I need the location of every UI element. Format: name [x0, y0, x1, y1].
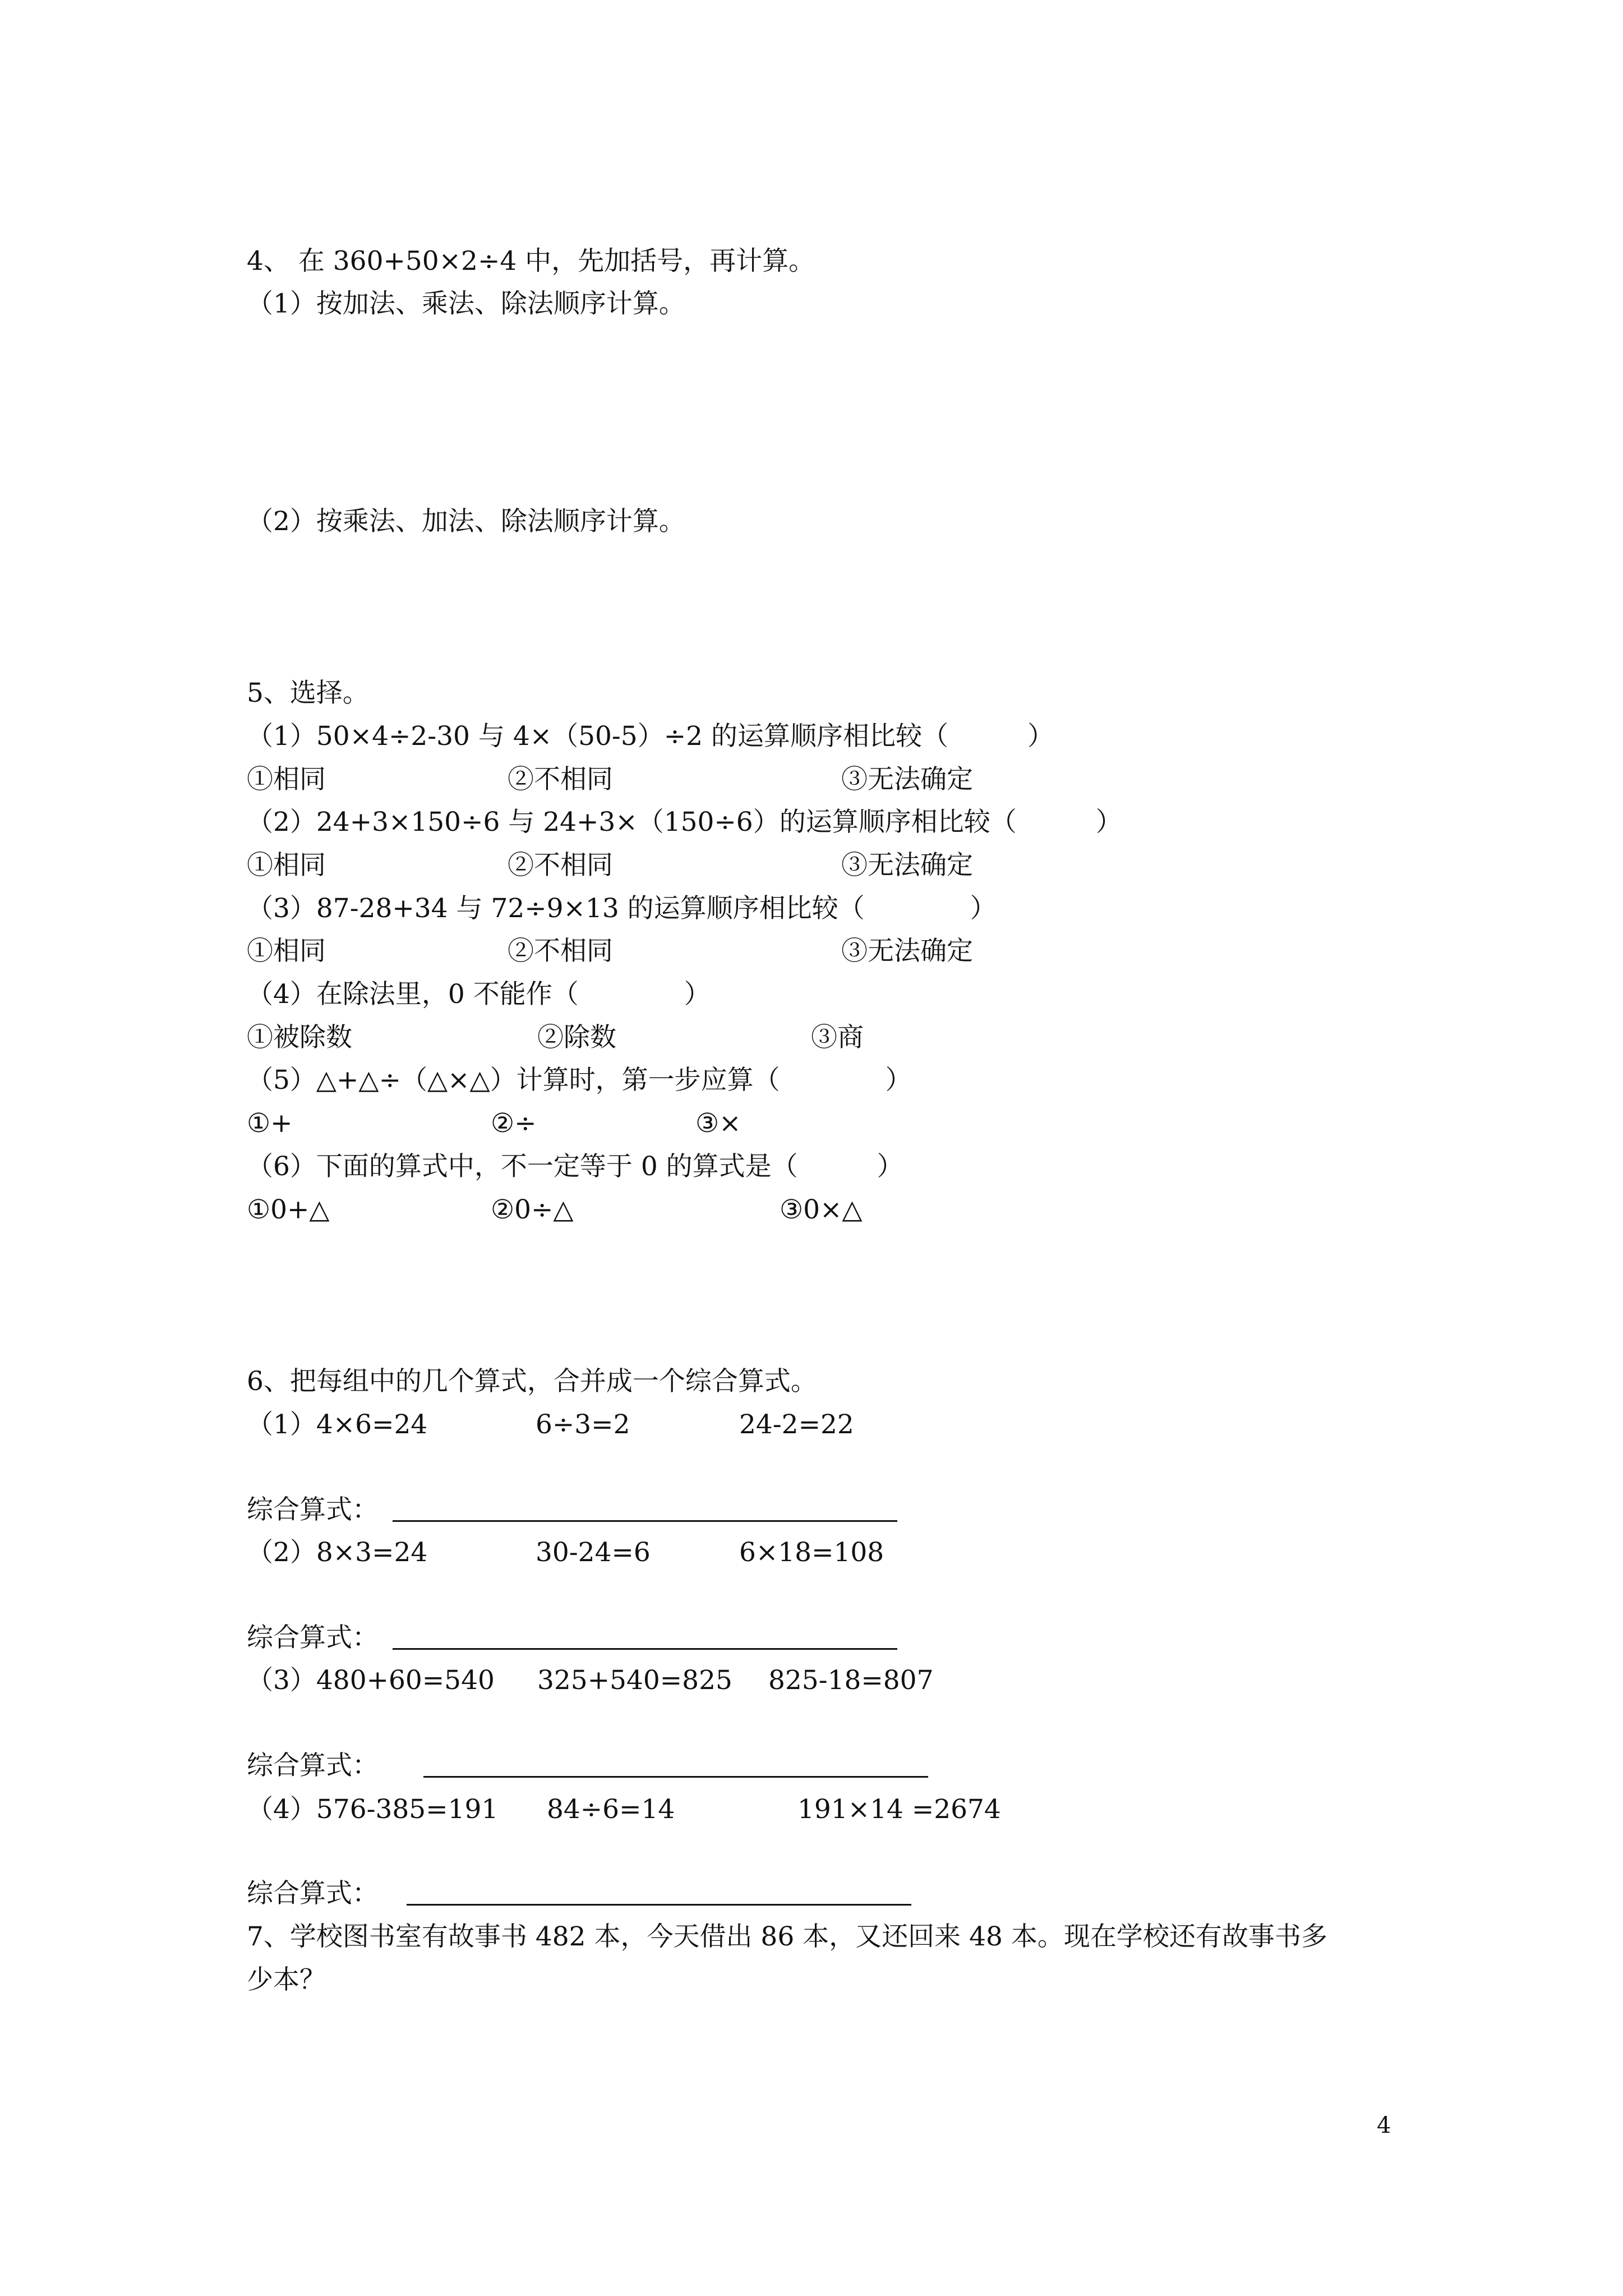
q6-answer-blank-2[interactable] [393, 1648, 897, 1650]
q5-item-6-opt-a: ①0+△ [247, 1194, 330, 1225]
q6-group-4-label: （4）576-385=191 [247, 1794, 499, 1825]
q6-group-1-eq-1: 6÷3=2 [536, 1409, 630, 1440]
q5-item-5-opt-b: ②÷ [491, 1108, 537, 1139]
q6-answer-label-1: 综合算式： [247, 1494, 379, 1525]
page-number: 4 [1377, 2113, 1391, 2138]
q6-group-2-eq-2: 6×18=108 [739, 1537, 884, 1568]
q5-item-2: （2）24+3×150÷6 与 24+3×（150÷6）的运算顺序相比较（ ） [247, 807, 1122, 838]
q6-title: 6、把每组中的几个算式，合并成一个综合算式。 [247, 1366, 817, 1397]
q4-title: 4、 在 360+50×2÷4 中，先加括号，再计算。 [247, 246, 815, 277]
q5-item-1: （1）50×4÷2-30 与 4×（50-5）÷2 的运算顺序相比较（ ） [247, 721, 1054, 752]
q6-group-3-eq-2: 825-18=807 [768, 1665, 934, 1696]
q5-item-6: （6）下面的算式中，不一定等于 0 的算式是（ ） [247, 1151, 903, 1182]
q5-item-3-opt-b: ②不相同 [508, 936, 613, 967]
q5-item-3-opt-c: ③无法确定 [841, 936, 973, 967]
q5-item-3-opt-a: ①相同 [247, 936, 326, 967]
q5-item-5-opt-c: ③× [695, 1108, 741, 1139]
q5-item-2-opt-c: ③无法确定 [841, 850, 973, 881]
q4-sub1: （1）按加法、乘法、除法顺序计算。 [247, 288, 685, 319]
q5-item-2-opt-b: ②不相同 [508, 850, 613, 881]
q5-item-3: （3）87-28+34 与 72÷9×13 的运算顺序相比较（ ） [247, 893, 997, 924]
q5-item-5-opt-a: ①+ [247, 1108, 293, 1139]
q6-group-3-label: （3）480+60=540 [247, 1665, 495, 1696]
q5-item-6-opt-b: ②0÷△ [491, 1194, 574, 1225]
q6-answer-label-2: 综合算式： [247, 1622, 379, 1653]
q6-answer-blank-4[interactable] [407, 1904, 911, 1906]
q6-answer-label-4: 综合算式： [247, 1878, 379, 1909]
q6-group-2-label: （2）8×3=24 [247, 1537, 428, 1568]
q6-group-1-eq-2: 24-2=22 [739, 1409, 854, 1440]
q7-line-1: 7、学校图书室有故事书 482 本，今天借出 86 本，又还回来 48 本。现在学校还有故事书多 [247, 1921, 1327, 1952]
q6-answer-blank-1[interactable] [393, 1520, 897, 1522]
q5-item-1-opt-b: ②不相同 [508, 764, 613, 795]
q5-item-4-opt-c: ③商 [811, 1022, 864, 1053]
q6-group-3-eq-1: 325+540=825 [537, 1665, 732, 1696]
q6-group-4-eq-2: 191×14 =2674 [797, 1794, 1001, 1825]
q5-item-4: （4）在除法里，0 不能作（ ） [247, 979, 711, 1010]
q6-group-4-eq-1: 84÷6=14 [547, 1794, 675, 1825]
q5-item-6-opt-c: ③0×△ [780, 1194, 863, 1225]
q5-item-4-opt-a: ①被除数 [247, 1022, 352, 1053]
q4-sub2: （2）按乘法、加法、除法顺序计算。 [247, 506, 685, 537]
q5-item-1-opt-c: ③无法确定 [841, 764, 973, 795]
q5-item-4-opt-b: ②除数 [537, 1022, 616, 1053]
q6-answer-label-3: 综合算式： [247, 1750, 379, 1781]
q5-item-1-opt-a: ①相同 [247, 764, 326, 795]
q7-line-2: 少本？ [247, 1964, 326, 1995]
q6-group-1-label: （1）4×6=24 [247, 1409, 428, 1440]
q5-item-2-opt-a: ①相同 [247, 850, 326, 881]
q6-group-2-eq-1: 30-24=6 [536, 1537, 651, 1568]
q5-title: 5、选择。 [247, 678, 369, 708]
q5-item-5: （5）△+△÷（△×△）计算时，第一步应算（ ） [247, 1065, 912, 1096]
q6-answer-blank-3[interactable] [423, 1776, 928, 1778]
